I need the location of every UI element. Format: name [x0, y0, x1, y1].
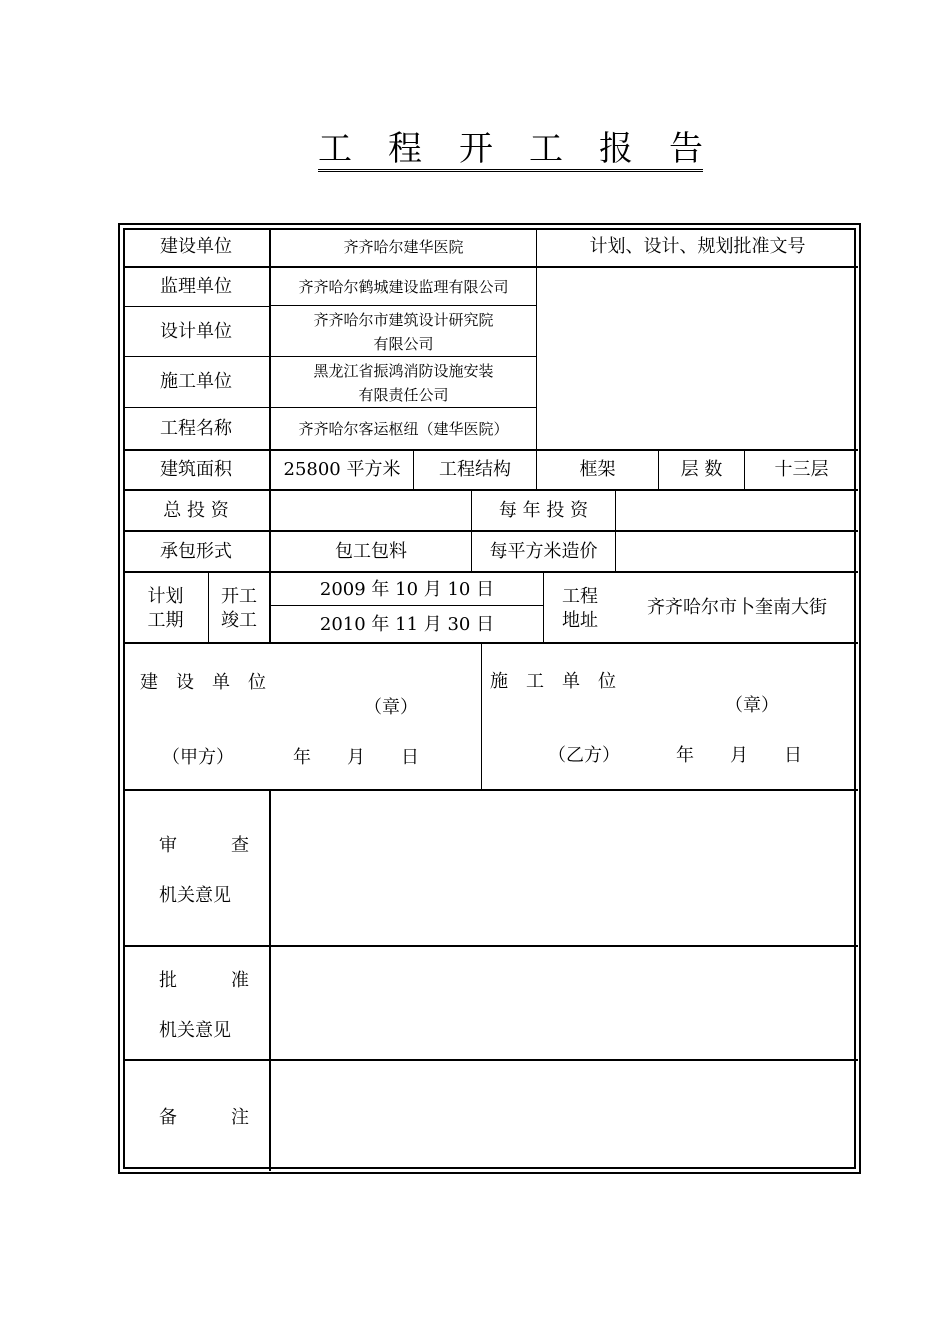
invest-label: 总 投 资: [163, 499, 229, 521]
title-char: 程: [388, 129, 422, 169]
invest-value[interactable]: [271, 491, 471, 530]
structure-value: 框架: [579, 459, 616, 480]
approve-label-line1: 批 准: [159, 970, 249, 991]
plan-label-line1: 计划: [147, 586, 184, 607]
annual-value[interactable]: [616, 491, 858, 530]
unit-price-label: 每平方米造价: [489, 540, 598, 562]
remarks-label: 备 注: [159, 1107, 249, 1128]
left-party: （甲方）: [162, 747, 234, 768]
sheji-label: 设计单位: [160, 320, 232, 342]
approve-opinion-area[interactable]: [271, 947, 858, 1059]
review-label-line2: 机关意见: [159, 885, 231, 906]
title-char: 告: [669, 129, 703, 169]
start-label: 开工: [221, 586, 257, 607]
sheji-value-line1: 齐齐哈尔市建筑设计研究院: [313, 311, 494, 329]
approve-label-line2: 机关意见: [159, 1020, 231, 1041]
sheji-value-line2: 有限公司: [373, 335, 434, 353]
end-date: 2010 年 11 月 30 日: [319, 614, 495, 635]
title-char: 工: [318, 129, 352, 169]
address-value: 齐齐哈尔市卜奎南大街: [647, 596, 827, 618]
right-seal: （章）: [725, 695, 779, 716]
left-date: 年 月 日: [293, 747, 419, 768]
contract-value: 包工包料: [335, 540, 407, 562]
contract-label: 承包形式: [160, 540, 232, 562]
floors-label: 层 数: [680, 459, 723, 480]
remarks-area[interactable]: [271, 1061, 858, 1168]
review-opinion-area[interactable]: [271, 791, 858, 945]
jianli-label: 监理单位: [160, 276, 232, 297]
right-date: 年 月 日: [676, 745, 802, 766]
end-label: 竣工: [221, 610, 257, 631]
right-party: （乙方）: [548, 745, 620, 766]
floors-value: 十三层: [774, 459, 829, 480]
area-label: 建筑面积: [160, 459, 232, 480]
approval-header: 计划、设计、规划批准文号: [589, 236, 806, 257]
shigong-label: 施工单位: [160, 371, 232, 392]
jianshe-value: 齐齐哈尔建华医院: [343, 238, 464, 256]
unit-price-value[interactable]: [616, 532, 858, 571]
left-unit-label: 建 设 单 位: [140, 672, 266, 693]
jianshe-label: 建设单位: [160, 236, 232, 257]
title-char: 报: [599, 129, 633, 169]
col-divider: [481, 643, 482, 790]
address-label-line2: 地址: [562, 610, 598, 631]
start-date: 2009 年 10 月 10 日: [319, 579, 495, 600]
page-title: [318, 128, 703, 172]
shigong-value-line2: 有限责任公司: [358, 386, 449, 404]
report-form: [118, 223, 861, 1174]
gongcheng-value: 齐齐哈尔客运枢纽（建华医院）: [298, 419, 509, 438]
row-divider: [123, 642, 858, 644]
plan-label-line2: 工期: [147, 610, 184, 631]
structure-label: 工程结构: [439, 459, 511, 480]
title-char: 工: [529, 129, 563, 169]
shigong-value-line1: 黑龙江省振鸿消防设施安装: [313, 362, 494, 380]
address-label-line1: 工程: [562, 586, 598, 607]
review-label-line1: 审 查: [159, 835, 249, 856]
area-value: 25800 平方米: [283, 459, 401, 480]
title-char: 开: [459, 129, 493, 169]
right-unit-label: 施 工 单 位: [490, 671, 616, 692]
annual-label: 每 年 投 资: [498, 499, 589, 521]
left-seal: （章）: [364, 697, 418, 718]
gongcheng-label: 工程名称: [160, 417, 232, 439]
jianli-value: 齐齐哈尔鹤城建设监理有限公司: [298, 278, 509, 296]
row-divider: [271, 605, 543, 606]
